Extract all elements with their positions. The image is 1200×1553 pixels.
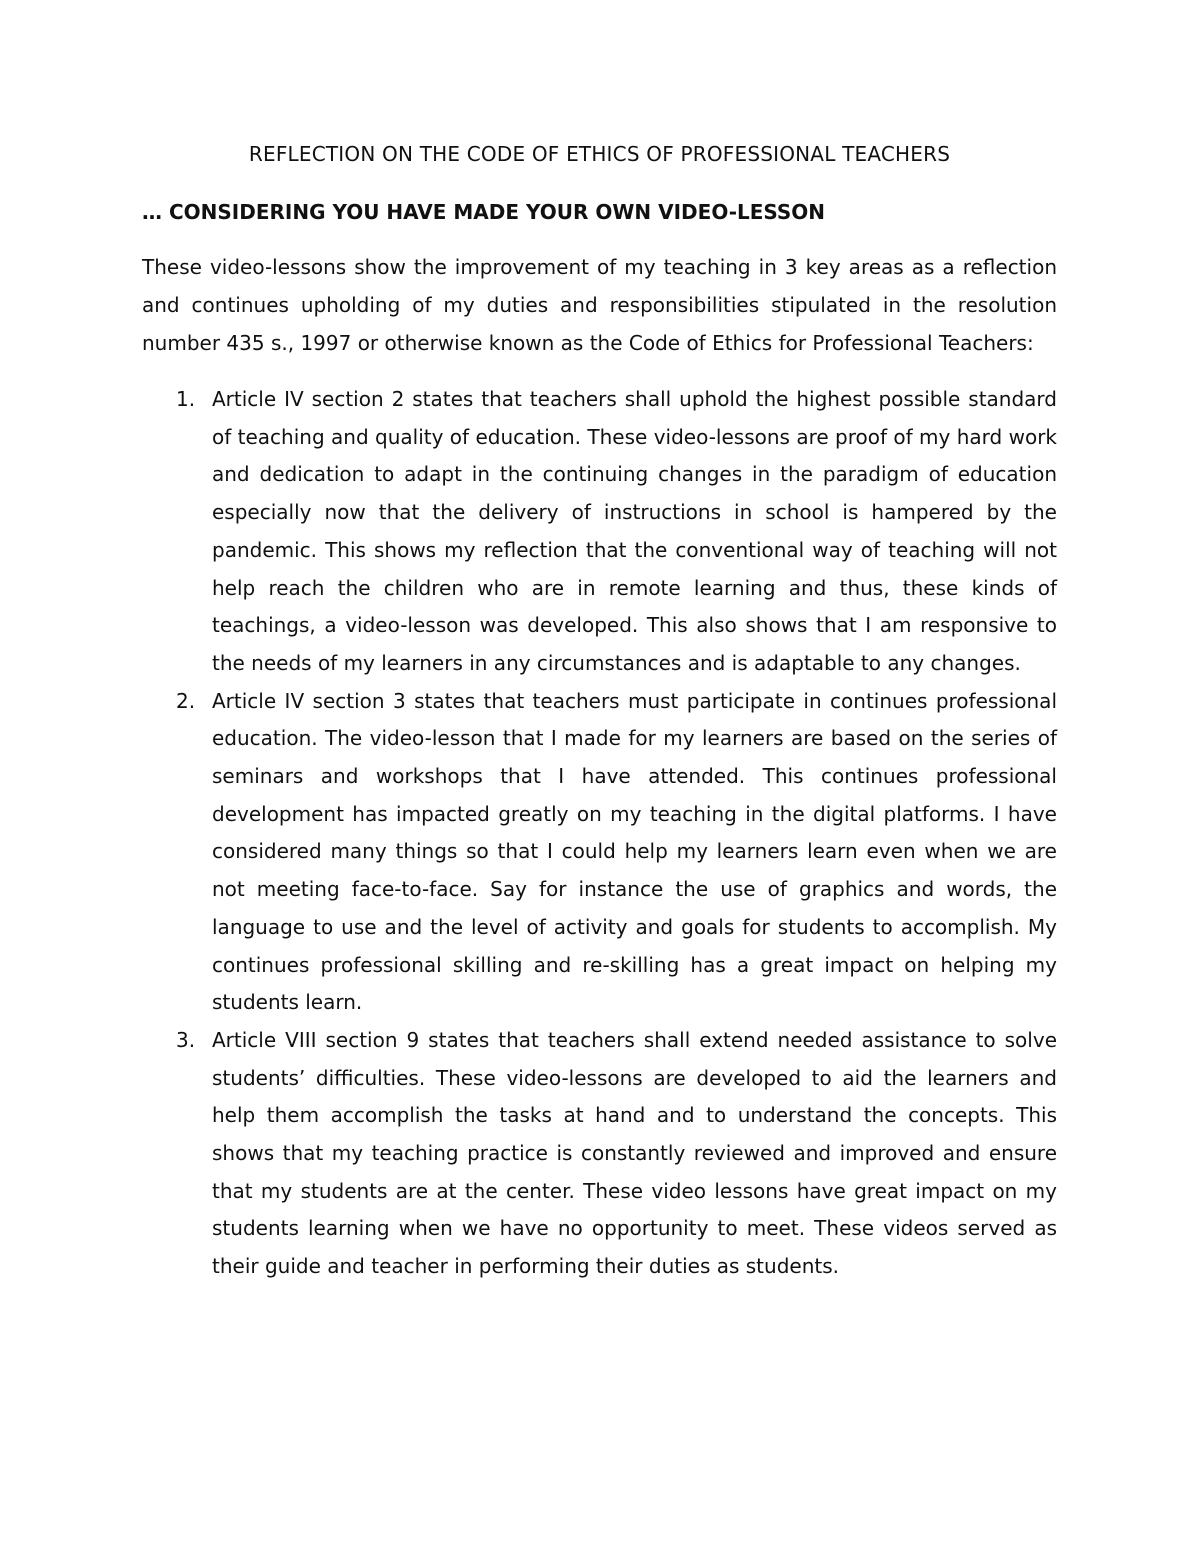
list-item-text: Article IV section 2 states that teachers shall uphold the highest possible standard of teaching and quality of education. These video-lessons are proof of my hard work and dedication to adapt in the continuing changes in the paradigm of education especially now that the delivery of instructions in school is hampered by the pandemic. This shows my reflection that the conventional way of teaching will not help reach the children who are in remote learning and thus, these kinds of teachings, a video-lesson was developed. This also shows that I am responsive to the needs of my learners in any circumstances and is adaptable to any changes. [212,387,1057,675]
list-item-number: 2. [176,688,196,713]
document-subtitle: … CONSIDERING YOU HAVE MADE YOUR OWN VIDEO-LESSON [142,200,826,224]
document-page [142,140,1057,1286]
list-item-text: Article IV section 3 states that teachers must participate in continues professional education. The video-lesson that I made for my learners are based on the series of seminars and workshops that I have attended. This continues professional development has impacted greatly on my teaching in the digital platforms. I have considered many things so that I could help my learners learn even when we are not meeting face-to-face. Say for instance the use of graphics and words, the language to use and the level of activity and goals for students to accomplish. My continues professional skilling and re-skilling has a great impact on helping my students learn. [212,688,1057,1015]
article-list [142,381,1057,1286]
list-item-text: Article VIII section 9 states that teachers shall extend needed assistance to solve students’ difficulties. These video-lessons are developed to aid the learners and help them accomplish the tasks at hand and to understand the concepts. This shows that my teaching practice is constantly reviewed and improved and ensure that my students are at the center. These video lessons have great impact on my students learning when we have no opportunity to meet. These videos served as their guide and teacher in performing their duties as students. [212,1027,1057,1279]
list-item [142,381,1057,683]
list-item [142,1022,1057,1286]
intro-paragraph: These video-lessons show the improvement of my teaching in 3 key areas as a reflection and continues upholding of my duties and responsibilities stipulated in the resolution number 435 s., 1997 or otherwise known as the Code of Ethics for Professional Teachers: [142,255,1057,355]
list-item-number: 1. [176,387,196,411]
list-item [142,683,1057,1022]
list-item-number: 3. [176,1027,196,1052]
document-title: REFLECTION ON THE CODE OF ETHICS OF PROFESSIONAL TEACHERS [248,142,951,166]
